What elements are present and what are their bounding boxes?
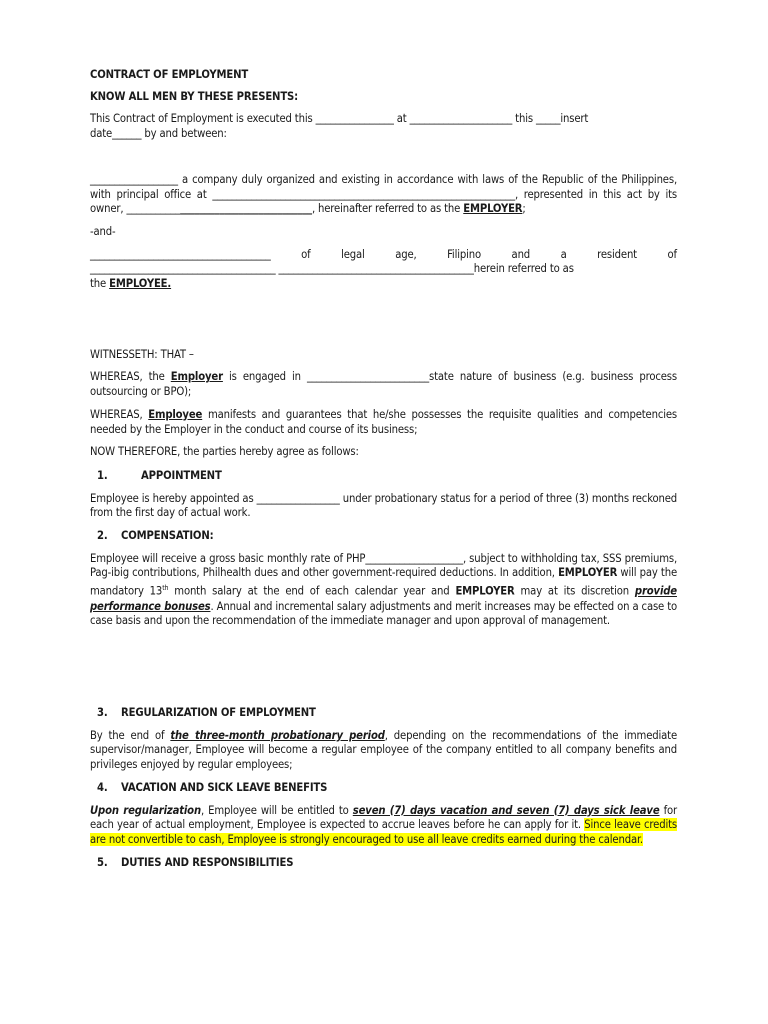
employee-term: EMPLOYEE. <box>109 277 172 291</box>
whereas-1-text-a: WHEREAS, the <box>90 370 171 384</box>
compensation-text-c: month salary at the end of each calendar year and <box>168 584 456 598</box>
section-title: REGULARIZATION OF EMPLOYMENT <box>121 706 316 720</box>
section-number: 5. <box>97 855 108 869</box>
regularization-text-b: , depending on the recommendations of the immediate supervisor/manager, Employee will become a regular employee of the company entitled to all company benefits and privileges enjoyed by regular employees; <box>90 728 677 772</box>
leave-text-a: , Employee will be entitled to <box>200 803 353 817</box>
section-number: 3. <box>97 706 108 720</box>
and-separator: -and- <box>90 224 116 238</box>
employer-text-c: ; <box>522 202 526 216</box>
employer-term: EMPLOYER <box>463 202 523 216</box>
section-heading-regularization <box>90 706 677 721</box>
employee-paragraph <box>90 248 677 292</box>
section-heading-duties <box>90 856 677 871</box>
section-number: 2. <box>97 529 108 543</box>
section-body-regularization <box>90 729 677 773</box>
employer-paragraph <box>90 173 677 217</box>
employee-line-3 <box>90 277 677 292</box>
employee-word: Filipino <box>447 247 482 261</box>
employee-term: Employee <box>148 407 203 421</box>
highlighted-text: Since leave credits are not convertible to cash, Employee is strongly encouraged to use all leave credits earned during the calendar. <box>90 818 677 846</box>
intro-line-1: This Contract of Employment is executed this ________________ at _____________________ this _____insert <box>90 112 589 126</box>
section-title: DUTIES AND RESPONSIBILITIES <box>121 855 294 869</box>
employee-line-2: ______________________________________ ________________________________________herein referred to as <box>90 262 574 276</box>
leave-term: seven (7) days vacation and seven (7) days sick leave <box>352 803 660 817</box>
employer-name-blank: __________________ <box>90 172 178 186</box>
employee-word: legal <box>341 247 365 261</box>
employer-term: EMPLOYER <box>455 584 515 598</box>
employer-text-a: a company duly organized and existing in accordance with laws of the Republic of the Philippines, with principal office at ______________________________________________________________, represented in this act by its owner, ___________ <box>90 172 677 216</box>
regularization-text-a: By the end of <box>90 728 171 742</box>
probation-term: the three-month probationary period <box>170 728 385 742</box>
employer-term: EMPLOYER <box>558 566 618 580</box>
employee-word: of <box>301 247 311 261</box>
section-heading-leave <box>90 781 677 796</box>
intro-line-2: date______ by and between: <box>90 127 227 141</box>
section-body-leave <box>90 804 677 848</box>
employee-word: age, <box>395 247 417 261</box>
employee-word: resident <box>597 247 637 261</box>
leave-text-b: for each year of actual employment, Employee is expected to accrue leaves before he can apply for it. <box>90 803 677 832</box>
employee-word: a <box>560 247 567 261</box>
witnesseth-heading: WITNESSETH: THAT – <box>90 347 194 361</box>
section-number: 1. <box>97 468 108 482</box>
whereas-2-text-b: manifests and guarantees that he/she possesses the requisite qualities and competencies needed by the Employer in the conduct and course of its business; <box>90 407 677 436</box>
whereas-2 <box>90 408 677 437</box>
section-heading-compensation <box>90 529 677 544</box>
employee-word: and <box>511 247 531 261</box>
compensation-text-e: . Annual and incremental salary adjustments and merit increases may be effected on a case to case basis and upon the recommendation of the immediate manager and upon approval of management. <box>90 599 677 628</box>
section-heading-appointment <box>90 469 677 484</box>
bonus-term: provide performance bonuses <box>90 584 677 613</box>
compensation-text-b: will pay the mandatory 13 <box>90 566 678 598</box>
whereas-2-text-a: WHEREAS, <box>90 407 149 421</box>
compensation-text-a: Employee will receive a gross basic monthly rate of PHP____________________, subject to withholding tax, SSS premiums, Pag-ibig contributions, Philhealth dues and other government-required deductions. In addition, <box>90 551 677 580</box>
contract-document <box>90 68 677 870</box>
know-all-heading: KNOW ALL MEN BY THESE PRESENTS: <box>90 89 299 103</box>
whereas-1 <box>90 370 677 399</box>
section-number: 4. <box>97 780 108 794</box>
section-title: VACATION AND SICK LEAVE BENEFITS <box>121 780 328 794</box>
section-title: APPOINTMENT <box>141 468 222 482</box>
owner-name-blank: ___________________________ <box>180 202 312 216</box>
employee-text: the <box>90 277 110 291</box>
employee-line-1 <box>90 248 677 263</box>
regularization-lead: Upon regularization <box>90 803 201 817</box>
employee-name-blank: _____________________________________ <box>90 247 271 261</box>
employer-text-b: , hereinafter referred to as the <box>311 202 464 216</box>
document-title: CONTRACT OF EMPLOYMENT <box>90 68 249 81</box>
section-title: COMPENSATION: <box>121 529 214 543</box>
intro-paragraph <box>90 112 677 141</box>
compensation-text-d: may at its discretion <box>514 584 635 598</box>
ordinal-suffix: th <box>162 584 169 593</box>
employer-term: Employer <box>170 370 223 384</box>
now-therefore: NOW THEREFORE, the parties hereby agree as follows: <box>90 445 359 459</box>
employee-word: of <box>667 247 677 261</box>
whereas-1-text-b: is engaged in _________________________state nature of business (e.g. business process outsourcing or BPO); <box>90 370 677 399</box>
section-body-compensation <box>90 552 677 629</box>
section-body-appointment: Employee is hereby appointed as _________________ under probationary status for a period of three (3) months reckoned from the first day of actual work. <box>90 491 677 520</box>
